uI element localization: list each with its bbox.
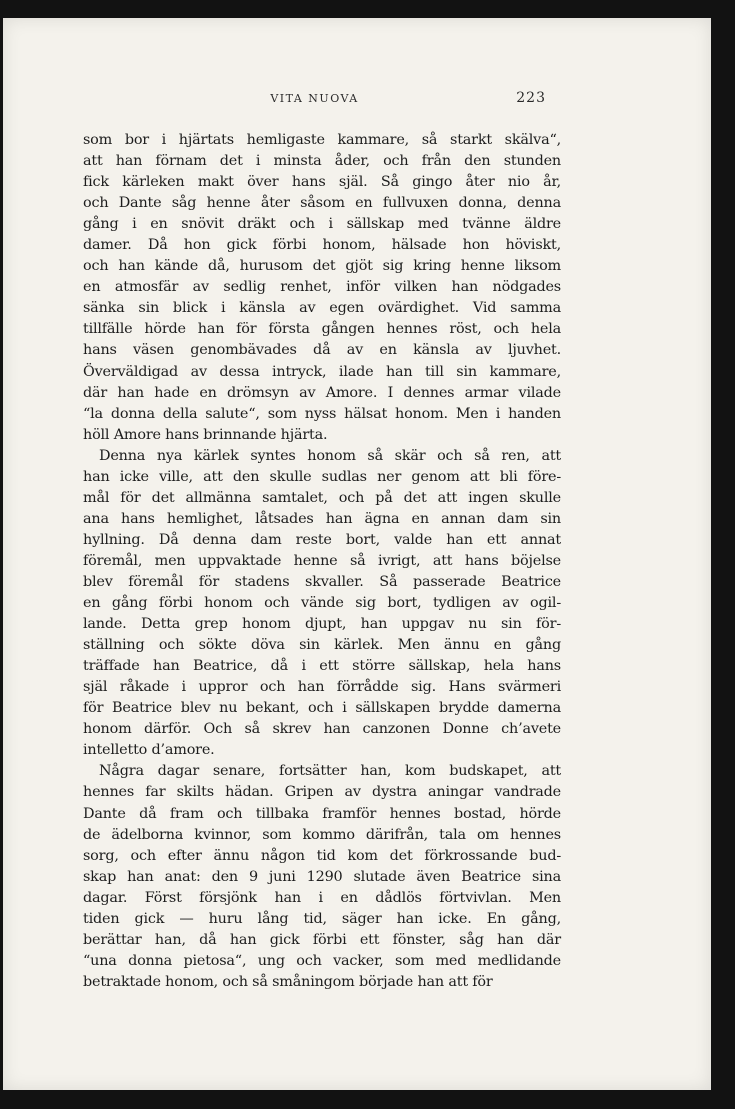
text-line: och han kände då, hurusom det gjöt sig kring henne liksom — [83, 258, 561, 275]
text-line: Några dagar senare, fortsätter han, kom budskapet, att — [99, 763, 561, 780]
text-line: sorg, och efter ännu någon tid kom det förkrossande bud- — [83, 847, 561, 864]
text-line: tiden gick — huru lång tid, säger han icke. En gång, — [83, 910, 561, 927]
text-line: Överväldigad av dessa intryck, ilade han till sin kammare, — [83, 363, 561, 380]
book-page — [3, 18, 711, 1090]
text-line: hennes far skilts hädan. Gripen av dystra aningar vandrade — [83, 784, 561, 801]
text-line: att han förnam det i minsta åder, och från den stunden — [83, 153, 561, 170]
running-title: VITA NUOVA — [270, 92, 359, 105]
text-line: Denna nya kärlek syntes honom så skär och så ren, att — [99, 447, 561, 464]
text-line: sänka sin blick i känsla av egen ovärdighet. Vid samma — [83, 300, 561, 317]
text-line: föremål, men uppvaktade henne så ivrigt, att hans böjelse — [83, 552, 561, 569]
text-line: han icke ville, att den skulle sudlas ner genom att bli före- — [83, 468, 561, 485]
body-text — [83, 130, 561, 993]
text-line: dagar. Först försjönk han i en dådlös förtvivlan. Men — [83, 889, 561, 906]
text-line: gång i en snövit dräkt och i sällskap med tvänne äldre — [83, 216, 561, 233]
text-line: tillfälle hörde han för första gången hennes röst, och hela — [83, 321, 561, 338]
text-line: där han hade en drömsyn av Amore. I dennes armar vilade — [83, 384, 561, 401]
text-line: damer. Då hon gick förbi honom, hälsade hon höviskt, — [83, 237, 561, 254]
text-line: honom därför. Och så skrev han canzonen Donne ch’avete — [83, 721, 561, 738]
text-line: mål för det allmänna samtalet, och på det att ingen skulle — [83, 489, 561, 506]
text-line: “la donna della salute“, som nyss hälsat honom. Men i handen — [83, 405, 561, 422]
text-line: för Beatrice blev nu bekant, och i sällskapen brydde damerna — [83, 700, 561, 717]
text-line: höll Amore hans brinnande hjärta. — [83, 426, 328, 443]
paragraph-3 — [83, 761, 561, 993]
text-line: hans väsen genombävades då av en känsla av ljuvhet. — [83, 342, 561, 359]
text-line: lande. Detta grep honom djupt, han uppgav nu sin för- — [83, 616, 561, 633]
text-line: betraktade honom, och så småningom började han att för — [83, 973, 493, 990]
text-line: Dante då fram och tillbaka framför hennes bostad, hörde — [83, 805, 561, 822]
text-line: hyllning. Då denna dam reste bort, valde han ett annat — [83, 531, 561, 548]
text-line: en atmosfär av sedlig renhet, inför vilken han nödgades — [83, 279, 561, 296]
text-line: en gång förbi honom och vände sig bort, tydligen av ogil- — [83, 595, 561, 612]
paragraph-1 — [83, 130, 561, 446]
text-line: själ råkade i uppror och han förrådde sig. Hans svärmeri — [83, 679, 561, 696]
page-header — [83, 90, 546, 108]
text-line: berättar han, då han gick förbi ett fönster, såg han där — [83, 931, 561, 948]
text-line: intelletto d’amore. — [83, 742, 215, 759]
text-line: ana hans hemlighet, låtsades han ägna en annan dam sin — [83, 510, 561, 527]
text-line: fick kärleken makt över hans själ. Så gingo åter nio år, — [83, 174, 561, 191]
text-line: träffade han Beatrice, då i ett större sällskap, hela hans — [83, 658, 561, 675]
text-line: ställning och sökte döva sin kärlek. Men ännu en gång — [83, 637, 561, 654]
text-line: och Dante såg henne åter såsom en fullvuxen donna, denna — [83, 195, 561, 212]
text-line: de ädelborna kvinnor, som kommo därifrån, tala om hennes — [83, 826, 561, 843]
text-line: blev föremål för stadens skvaller. Så passerade Beatrice — [83, 573, 561, 590]
page-number: 223 — [516, 90, 546, 106]
text-line: “una donna pietosa“, ung och vacker, som med medlidande — [83, 952, 561, 969]
text-line: skap han anat: den 9 juni 1290 slutade även Beatrice sina — [83, 868, 561, 885]
text-line: som bor i hjärtats hemligaste kammare, så starkt skälva“, — [83, 132, 561, 148]
paragraph-2 — [83, 446, 561, 762]
